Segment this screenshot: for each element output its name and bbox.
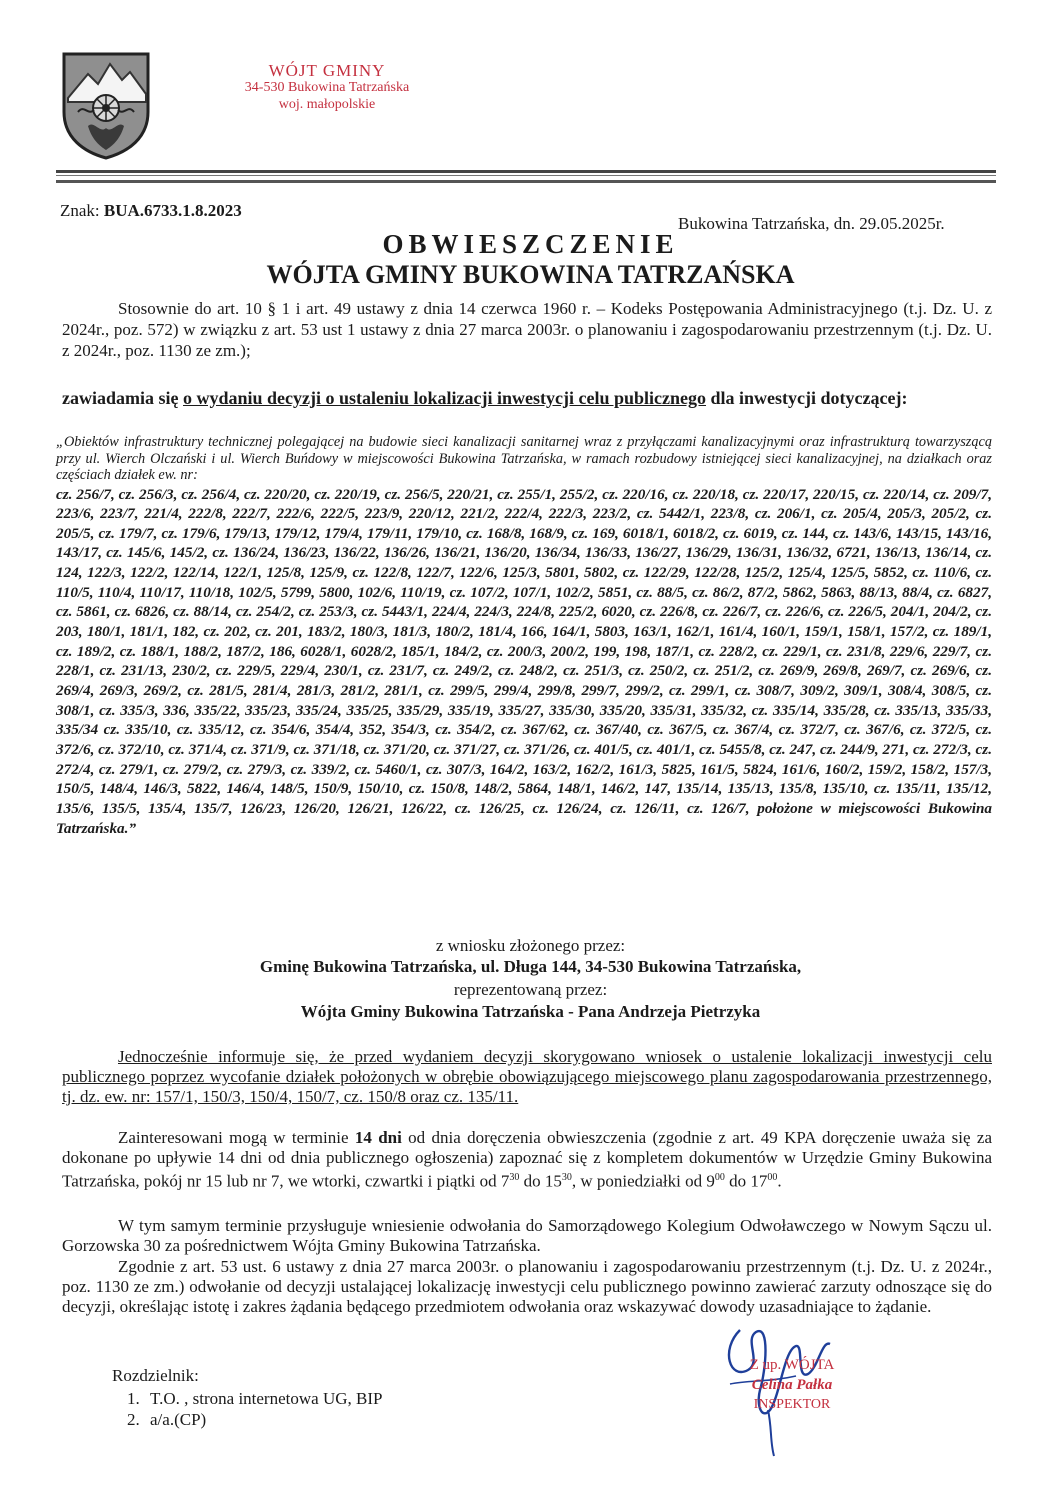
inspection-text: , w poniedziałki od 9 [571, 1171, 715, 1191]
representative-name: Wójta Gminy Bukowina Tatrzańska - Pana Andrzeja Pietrzyka [300, 1002, 761, 1021]
signature-stamp [712, 1355, 872, 1415]
hour-minutes: 00 [714, 1172, 725, 1183]
reference-label: Znak: [60, 201, 104, 220]
correction-notice: Jednocześnie informuje się, że przed wydaniem decyzji skorygowano wniosek o ustalenie lokalizacji inwestycji celu publicznego poprzez wycofanie działek położonych w obrębie obowiązującego miejscowego planu zagospodarowania przestrzennego, tj. dz. ew. nr: 157/1, 150/3, 150/4, 150/7, cz. 150/8 oraz cz. 135/11. [62, 1047, 992, 1106]
stamp-title: WÓJT GMINY [268, 61, 386, 80]
request-label: z wniosku złożonego przez: [435, 936, 626, 955]
reference-value: BUA.6733.1.8.2023 [103, 201, 242, 220]
investment-description [56, 434, 992, 838]
reference-number [60, 201, 242, 221]
legal-basis-paragraph: Stosownie do art. 10 § 1 i art. 49 ustawy z dnia 14 czerwca 1960 r. – Kodeks Postępowania Administracyjnego (t.j. Dz. U. z 2024r., poz. 572) w związku z art. 53 ust 1 ustawy z dnia 27 marca 2003r. o planowaniu i zagospodarowaniu przestrzennym (t.j. Dz. U. z 2024r., poz. 1130 ze zm.); [62, 299, 992, 360]
distribution-item: 2. a/a.(CP) [144, 1409, 382, 1430]
stamp-address: 34-530 Bukowina Tatrzańska [244, 80, 410, 95]
announcement-line [62, 388, 992, 409]
hour-minutes: 00 [767, 1172, 778, 1183]
applicant-name: Gminę Bukowina Tatrzańska, ul. Długa 144, 34-530 Bukowina Tatrzańska, [259, 957, 802, 976]
inspection-text: do 17 [724, 1171, 768, 1191]
appeal-paragraph: W tym samym terminie przysługuje wniesienie odwołania do Samorządowego Kolegium Odwoławczego w Nowym Sączu ul. Gorzowska 30 za pośrednictwem Wójta Gminy Bukowina Tatrzańska. [62, 1216, 992, 1255]
header-divider [56, 180, 996, 183]
header-divider [56, 175, 996, 176]
inspection-deadline: 14 dni [354, 1128, 402, 1147]
parcel-list: cz. 256/7, cz. 256/3, cz. 256/4, cz. 220/20, cz. 220/19, cz. 256/5, 220/21, cz. 255/1, 255/2, cz. 220/16, cz. 220/18, cz. 220/17, 220/15, cz. 220/14, cz. 209/7, 223/6, 223/7, 221/4, 222/8, 222/7, 222/6, 222/5, 223/9, 220/12, 221/2, 222/4, 222/3, 223/2, cz. 5442/1, 223/8, cz. 206/1, cz. 205/4, 205/3, 205/2, cz. 205/5, cz. 179/7, cz. 179/6, 179/13, 179/12, 179/4, 179/11, 179/10, cz. 168/8, 168/9, cz. 169, 6018/1, 6018/2, cz. 6019, cz. 144, cz. 143/6, 143/15, 143/16, 143/17, cz. 145/6, 145/2, cz. 136/24, 136/23, 136/22, 136/26, 136/21, 136/20, 136/34, 136/33, 136/27, 136/29, 136/31, 136/32, 6721, 136/13, 136/14, cz. 124, 122/3, 122/2, 122/14, 122/1, 125/8, 125/9, cz. 122/8, 122/7, 122/6, 125/3, 5801, 5802, cz. 122/29, 122/28, 125/2, 125/4, 125/5, 5852, cz. 110/6, cz. 110/5, 110/4, 110/17, 110/18, 102/5, 5799, 5800, 102/6, 110/19, cz. 107/2, 107/1, 102/2, 5851, cz. 88/5, cz. 86/2, 87/2, 5862, 5863, 88/13, 88/4, cz. 6827, cz. 5861, cz. 6826, cz. 88/14, cz. 254/2, cz. 253/3, cz. 5443/1, 224/4, 224/3, 224/8, 225/2, 6020, cz. 226/8, cz. 226/7, cz. 226/6, cz. 226/5, 204/1, 204/2, cz. 203, 180/1, 181/1, 182, cz. 202, cz. 201, 183/2, 180/3, 181/3, 180/2, 181/4, 166, 164/1, 5803, 163/1, 162/1, 161/4, 160/1, 159/1, 158/1, 157/2, cz. 189/1, cz. 189/2, cz. 188/1, 188/2, 187/2, 186, 6028/1, 6028/2, 185/1, 184/2, cz. 200/3, 200/2, 199, 198, 187/1, cz. 228/2, cz. 229/1, cz. 231/8, 229/6, 229/7, cz. 228/1, cz. 231/13, 230/2, cz. 229/5, 229/4, 230/1, cz. 231/7, cz. 249/2, cz. 248/2, cz. 251/3, cz. 250/2, cz. 251/2, cz. 269/9, 269/8, 269/7, cz. 269/6, cz. 269/4, 269/3, 269/2, cz. 281/5, 281/4, 281/3, 281/2, 281/1, cz. 299/5, 299/4, 299/8, 299/7, 299/2, cz. 299/1, cz. 308/7, 309/2, 309/1, 308/4, 308/5, cz. 308/1, cz. 335/3, 336, 335/22, 335/23, 335/24, 335/25, 335/29, 335/19, 335/27, 335/30, 335/20, 335/31, 335/32, cz. 335/14, 335/28, cz. 335/13, 335/33, 335/34 cz. 335/10, cz. 335/12, cz. 354/6, 354/4, 352, 354/3, cz. 354/2, cz. 367/62, cz. 367/40, cz. 367/5, cz. 367/4, cz. 372/7, cz. 367/6, cz. 372/5, cz. 372/6, cz. 372/10, cz. 371/4, cz. 371/9, cz. 371/18, cz. 371/20, cz. 371/27, cz. 371/26, cz. 401/5, cz. 401/1, cz. 5455/8, cz. 247, cz. 244/9, 271, cz. 272/3, cz. 272/4, cz. 279/1, cz. 279/2, cz. 279/3, cz. 339/2, cz. 5460/1, cz. 307/3, 164/2, 163/2, 162/2, 161/3, 5825, 161/5, 5824, 161/6, 160/2, 159/2, 158/2, 157/3, 150/5, 148/4, 146/3, 5822, 146/4, 148/5, 150/9, 150/10, cz. 150/8, 148/2, 5864, 148/1, 146/2, 147, 135/14, 135/13, 135/8, 135/10, cz. 135/11, 135/12, 135/6, 135/5, 135/4, 135/7, 126/23, 126/20, 126/21, 126/22, cz. 126/25, cz. 126/24, cz. 126/11, cz. 126/7, położone w miejscowości Bukowina Tatrzańska.” [56, 485, 992, 837]
place-and-date: Bukowina Tatrzańska, dn. 29.05.2025r. [678, 214, 945, 233]
inspection-text: Zainteresowani mogą w terminie [118, 1128, 355, 1147]
announcement-suffix: dla inwestycji dotyczącej: [706, 388, 908, 408]
inspection-paragraph [62, 1128, 992, 1192]
signature-stamp-authority: Z up. WÓJTA [749, 1357, 835, 1373]
hour-minutes: 30 [509, 1172, 520, 1183]
inspection-text: do 15 [519, 1171, 562, 1191]
inspection-text: . [777, 1171, 782, 1191]
announcement-decision: o wydaniu decyzji o ustaleniu lokalizacji inwestycji celu publicznego [183, 388, 707, 408]
inspection-text: od dnia doręczenia obwieszczenia (zgodnie z art. 49 KPA doręczenie uważa się za dokonane po upływie 14 dni od dnia publicznego ogłoszenia) zapoznać się z kompletem dokumentów w Urzędzie Gminy Bukowina Tatrzańska, pokój nr 15 lub nr 7, we wtorki, czwartki i piątki od 7 [62, 1128, 993, 1191]
appeal-requirements-paragraph: Zgodnie z art. 53 ust. 6 ustawy z dnia 27 marca 2003r. o planowaniu i zagospodarowaniu przestrzennym (t.j. Dz. U. z 2024r., poz. 1130 ze zm.) odwołanie od decyzji ustalającej lokalizację inwestycji celu publicznego powinno zawierać zarzuty odnoszące się do decyzji, określając istotę i zakres żądania będącego przedmiotem odwołania oraz wskazywać dowody uzasadniające to żądanie. [62, 1257, 992, 1316]
document-title: OBWIESZCZENIE [382, 229, 679, 259]
signature-stamp-name: Celina Pałka [751, 1377, 833, 1393]
distribution-item: 1. T.O. , strona internetowa UG, BIP [144, 1388, 382, 1409]
represented-label: reprezentowaną przez: [453, 980, 608, 999]
hour-minutes: 30 [561, 1172, 572, 1183]
signature-stamp-position: INSPEKTOR [753, 1397, 831, 1412]
stamp-region: woj. małopolskie [278, 97, 376, 112]
distribution-list [112, 1365, 382, 1430]
municipal-crest-logo [58, 50, 154, 160]
header-stamp [212, 62, 442, 113]
header-divider [56, 170, 996, 173]
announcement-prefix: zawiadamia się [62, 388, 183, 408]
distribution-label: Rozdzielnik: [112, 1366, 199, 1385]
document-subtitle: WÓJTA GMINY BUKOWINA TATRZAŃSKA [266, 260, 795, 289]
investment-lead: „Obiektów infrastruktury technicznej polegającej na budowie sieci kanalizacji sanitarnej wraz z przyłączami kanalizacyjnymi oraz infrastrukturą towarzyszącą przy ul. Wierch Olczański i ul. Wierch Buńdowy w miejscowości Bukowina Tatrzańska, w ramach rozbudowy istniejącej sieci kanalizacyjnej, na działkach oraz częściach działek ew. nr: [56, 434, 992, 483]
